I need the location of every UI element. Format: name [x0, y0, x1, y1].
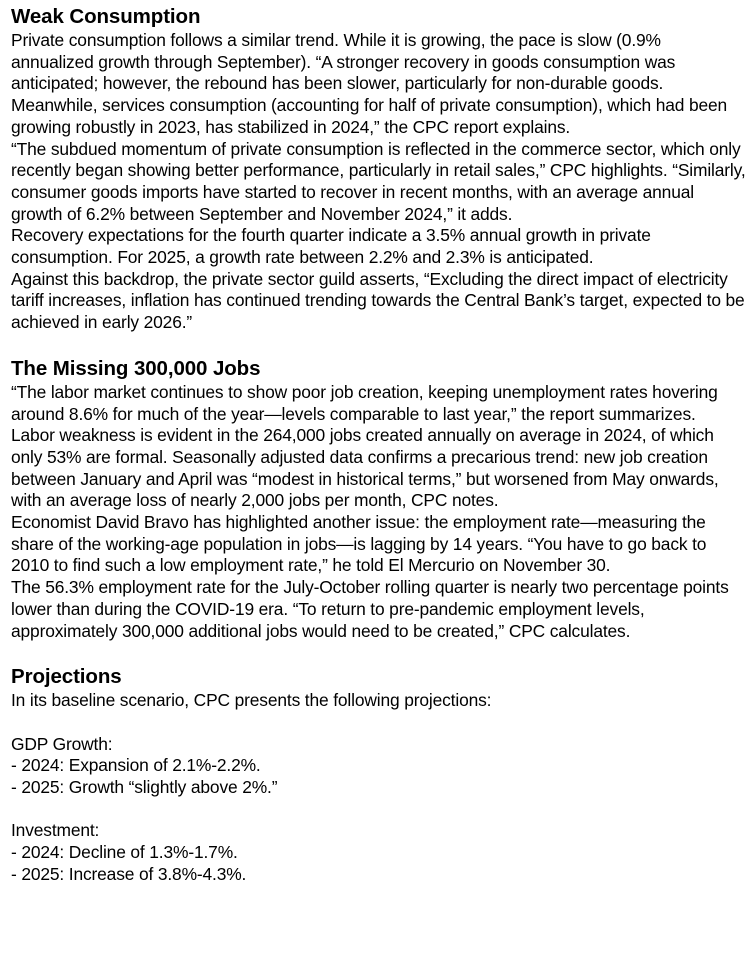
- group-label: Investment:: [11, 820, 100, 841]
- section-spacer: [11, 642, 747, 664]
- paragraph: Labor weakness is evident in the 264,000 jobs created annually on average in 2024, of which only 53% are formal. Seasonally adjusted data confirms a precarious trend: new job creation between January and April was “modest in historical terms,” but worsened from May onwards, with an average loss of nearly 2,000 jobs per month, CPC notes.: [11, 425, 719, 511]
- paragraph: Economist David Bravo has highlighted another issue: the employment rate—measuring the share of the working-age population in jobs—is lagging by 14 years. “You have to go back to 2010 to find such a low employment rate,” he told El Mercurio on November 30.: [11, 512, 707, 576]
- section-missing-jobs: [11, 356, 747, 642]
- section-heading: Projections: [11, 665, 122, 689]
- section-spacer: [11, 334, 747, 356]
- projection-group-gdp: [11, 734, 747, 799]
- paragraph: In its baseline scenario, CPC presents the following projections:: [11, 690, 492, 711]
- paragraph: Private consumption follows a similar trend. While it is growing, the pace is slow (0.9% annualized growth through September). “A stronger recovery in goods consumption was anticipated; however, the rebound has been slower, particularly for non-durable goods. Meanwhile, services consumption (accounting for half of private consumption), which had been growing robustly in 2023, has stabilized in 2024,” the CPC report explains.: [11, 30, 728, 137]
- paragraph: The 56.3% employment rate for the July-October rolling quarter is nearly two percentage points lower than during the COVID-19 era. “To return to pre-pandemic employment levels, approximately 300,000 additional jobs would need to be created,” CPC calculates.: [11, 577, 729, 641]
- line-spacer: [11, 712, 747, 734]
- paragraph: Against this backdrop, the private sector guild asserts, “Excluding the direct impact of electricity tariff increases, inflation has continued trending towards the Central Bank’s target, expected to be achieved in early 2026.”: [11, 268, 745, 333]
- list-item: - 2025: Increase of 3.8%-4.3%.: [11, 863, 247, 884]
- paragraph: “The subdued momentum of private consumption is reflected in the commerce sector, which only recently began showing better performance, particularly in retail sales,” CPC highlights. “Similarly, consumer goods imports have started to recover in recent months, with an average annual growth of 6.2% between September and November 2024,” it adds.: [11, 138, 746, 224]
- projection-group-investment: [11, 820, 747, 885]
- list-item: - 2024: Expansion of 2.1%-2.2%.: [11, 755, 261, 776]
- section-heading: The Missing 300,000 Jobs: [11, 356, 261, 380]
- group-label: GDP Growth:: [11, 733, 113, 754]
- list-item: - 2025: Growth “slightly above 2%.”: [11, 777, 278, 798]
- paragraph: Recovery expectations for the fourth quarter indicate a 3.5% annual growth in private consumption. For 2025, a growth rate between 2.2% and 2.3% is anticipated.: [11, 225, 651, 268]
- section-heading: Weak Consumption: [11, 5, 201, 28]
- paragraph: “The labor market continues to show poor job creation, keeping unemployment rates hovering around 8.6% for much of the year—levels comparable to last year,” the report summarizes.: [11, 381, 718, 424]
- list-item: - 2024: Decline of 1.3%-1.7%.: [11, 842, 238, 863]
- line-spacer: [11, 799, 747, 821]
- section-projections: [11, 664, 747, 885]
- section-weak-consumption: [11, 4, 747, 334]
